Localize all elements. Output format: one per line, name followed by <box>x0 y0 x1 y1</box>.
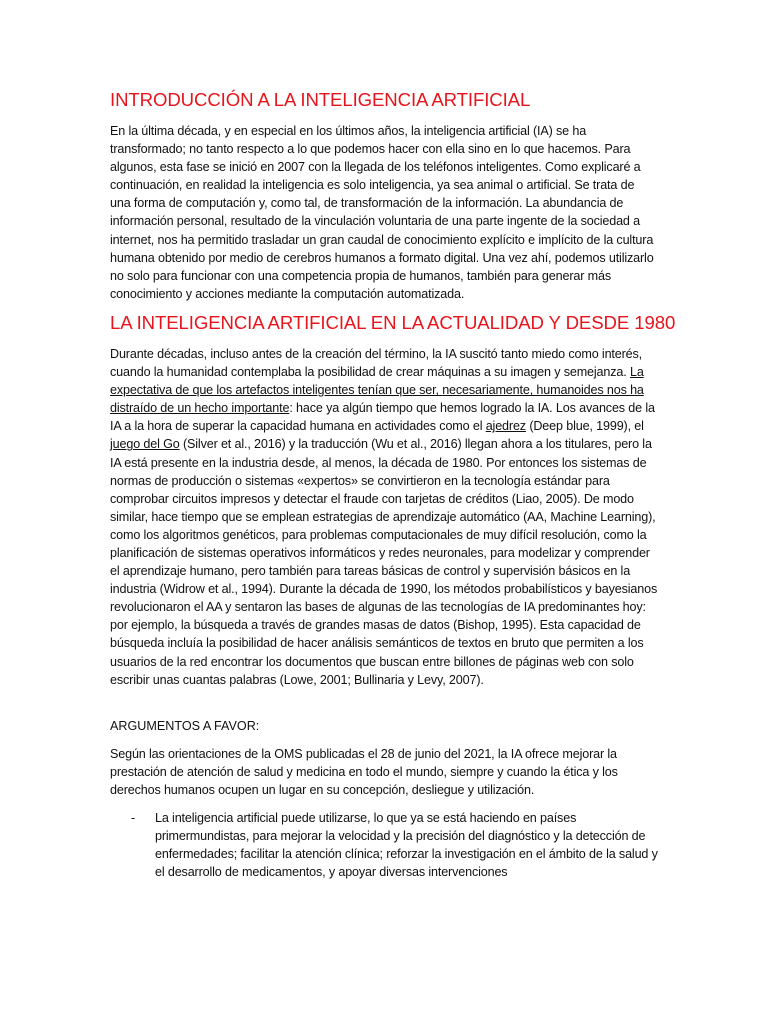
link-juego-del-go[interactable]: juego del Go <box>110 437 180 452</box>
paragraph-actualidad-text-2: : hace ya algún tiempo que hemos logrado la IA. Los avances de la IA a la hora de superar la capacidad humana en actividades como el <box>110 401 655 434</box>
paragraph-actualidad <box>110 345 658 689</box>
paragraph-argumentos: Según las orientaciones de la OMS publicadas el 28 de junio del 2021, la IA ofrece mejorar la prestación de atención de salud y medicina en todo el mundo, siempre y cuando la ética y los derechos humanos ocupen un lugar en su concepción, desliegue y utilización. <box>110 746 618 797</box>
paragraph-actualidad-text-4: (Silver et al., 2016) y la traducción (Wu et al., 2016) llegan ahora a los titulares, pero la IA está presente en la industria desde, al menos, la década de 1980. Por entonces los sistemas de normas de producción o sistemas «expertos» se convirtieron en la tecnología estándar para comprobar circuitos impresos y detectar el fraude con tarjetas de créditos (Liao, 2005). De modo similar, hace tiempo que se emplean estrategias de aprendizaje automático (AA, Machine Learning), como los algoritmos genéticos, para problemas computacionales de muy difícil resolución, como la planificación de sistemas operativos informáticos y redes neuronales, para modelizar y comprender el aprendizaje humano, pero también para tareas básicas de control y supervisión básicos en la industria (Widrow et al., 1994). Durante la década de 1990, los métodos probabilísticos y bayesianos revolucionaron el AA y sentaron las bases de algunas de las tecnologías de IA predominantes hoy: por ejemplo, la búsqueda a través de grandes masas de datos (Bishop, 1995). Esta capacidad de búsqueda incluía la posibilidad de hacer análisis semánticos de textos en bruto que permiten a los usuarios de la red encontrar los documentos que buscan entre billones de páginas web con solo escribir unas cuantas palabras (Lowe, 2001; Bullinaria y Levy, 2007). <box>110 437 658 687</box>
link-ajedrez[interactable]: ajedrez <box>485 419 526 434</box>
list-item-text: La inteligencia artificial puede utilizarse, lo que ya se está haciendo en países primermundistas, para mejorar la velocidad y la precisión del diagnóstico y la detección de enfermedades; facilitar la atención clínica; reforzar la investigación en el ámbito de la salud y el desarrollo de medicamentos, y apoyar diversas intervenciones <box>155 811 658 880</box>
paragraph-introduccion: En la última década, y en especial en los últimos años, la inteligencia artificial (IA) se ha transformado; no tanto respecto a lo que podemos hacer con ella sino en lo que hacemos. Para algunos, esta fase se inició en 2007 con la llegada de los teléfonos inteligentes. Como explicaré a continuación, en realidad la inteligencia es solo inteligencia, ya sea animal o artificial. Se trata de una forma de computación y, como tal, de transformación de la información. La abundancia de información personal, resultado de la vinculación voluntaria de una parte ingente de la sociedad a internet, nos ha permitido trasladar un gran caudal de conocimiento explícito e implícito de la cultura humana obtenido por medio de cerebros humanos a formato digital. Una vez ahí, podemos utilizarlo no solo para funcionar con una competencia propia de humanos, también para generar más conocimiento y acciones mediante la computación automatizada. <box>110 124 654 301</box>
argumentos-list <box>110 809 658 881</box>
list-item <box>110 809 658 881</box>
heading-actualidad: LA INTELIGENCIA ARTIFICIAL EN LA ACTUALIDAD Y DESDE 1980 <box>110 311 676 333</box>
document-page <box>110 84 676 881</box>
heading-introduccion: INTRODUCCIÓN A LA INTELIGENCIA ARTIFICIAL <box>110 89 531 110</box>
argumentos-a-favor-label: ARGUMENTOS A FAVOR: <box>110 718 260 733</box>
underlined-statement: La expectativa de que los artefactos inteligentes tenían que ser, necesariamente, humanoides nos ha distraído de un hecho importante <box>110 365 644 416</box>
paragraph-actualidad-text-3: (Deep blue, 1999), el <box>525 419 644 434</box>
paragraph-actualidad-text-1: Durante décadas, incluso antes de la creación del término, la IA suscitó tanto miedo como interés, cuando la humanidad contemplaba la posibilidad de crear máquinas a su imagen y semejanza. <box>110 346 643 380</box>
list-bullet: - <box>131 811 136 825</box>
